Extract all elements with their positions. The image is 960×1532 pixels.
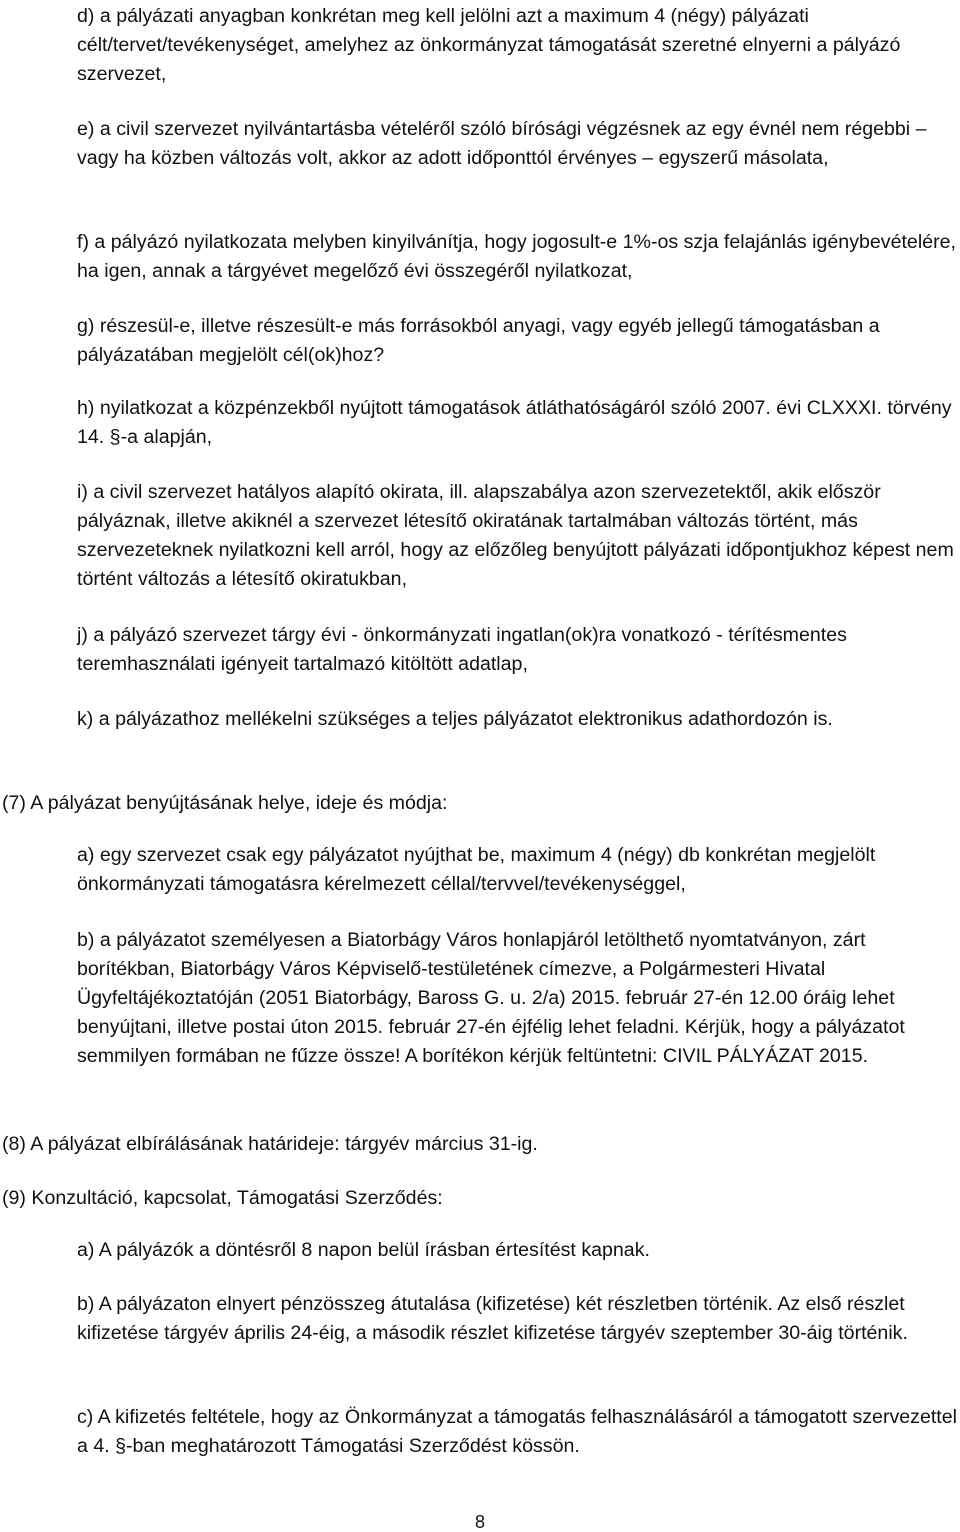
section-9-item-c: c) A kifizetés feltétele, hogy az Önkormányzat a támogatás felhasználásáról a támogatott szervezettel a 4. §-ban meghatározott Támogatási Szerződést kössön.	[77, 1406, 957, 1457]
item-g: g) részesül-e, illetve részesült-e más forrásokból anyagi, vagy egyéb jellegű támogatásban a pályázatában megjelölt cél(ok)hoz?	[77, 315, 880, 366]
section-7-item-b: b) a pályázatot személyesen a Biatorbágy Város honlapjáról letölthető nyomtatványon, zárt borítékban, Biatorbágy Város Képviselő-testületének címezve, a Polgármesteri Hivatal Ügyfeltájékoztatóján (2051 Biatorbágy, Baross G. u. 2/a) 2015. február 27-én 12.00 óráig lehet benyújtani, illetve postai úton 2015. február 27-én éjfélig lehet feladni. Kérjük, hogy a pályázatot semmilyen formában ne fűzze össze! A borítékon kérjük feltüntetni: CIVIL PÁLYÁZAT 2015.	[77, 929, 905, 1067]
section-9-item-b: b) A pályázaton elnyert pénzösszeg átutalása (kifizetése) két részletben történik. Az első részlet kifizetése tárgyév április 24-éig, a második részlet kifizetése tárgyév szeptember 30-áig történik.	[77, 1293, 908, 1344]
item-h: h) nyilatkozat a közpénzekből nyújtott támogatások átláthatóságáról szóló 2007. évi CLXXXI. törvény 14. §-a alapján,	[77, 397, 952, 448]
item-e: e) a civil szervezet nyilvántartásba vételéről szóló bírósági végzésnek az egy évnél nem régebbi – vagy ha közben változás volt, akkor az adott időponttól érvényes – egyszerű másolata,	[77, 118, 927, 169]
item-f: f) a pályázó nyilatkozata melyben kinyilvánítja, hogy jogosult-e 1%-os szja felajánlás igénybevételére, ha igen, annak a tárgyévet megelőző évi összegéről nyilatkozat,	[77, 231, 956, 282]
section-9-heading: (9) Konzultáció, kapcsolat, Támogatási Szerződés:	[2, 1187, 443, 1209]
page-number: 8	[474, 1512, 485, 1532]
item-d: d) a pályázati anyagban konkrétan meg kell jelölni azt a maximum 4 (négy) pályázati célt/tervet/tevékenységet, amelyhez az önkormányzat támogatását szeretné elnyerni a pályázó szervezet,	[77, 5, 901, 85]
section-9-item-a: a) A pályázók a döntésről 8 napon belül írásban értesítést kapnak.	[77, 1239, 650, 1261]
section-8-heading: (8) A pályázat elbírálásának határideje: tárgyév március 31-ig.	[2, 1133, 538, 1155]
section-7-item-a: a) egy szervezet csak egy pályázatot nyújthat be, maximum 4 (négy) db konkrétan megjelölt önkormányzati támogatásra kérelmezett céllal/tervvel/tevékenységgel,	[77, 844, 876, 895]
item-j: j) a pályázó szervezet tárgy évi - önkormányzati ingatlan(ok)ra vonatkozó - térítésmentes teremhasználati igényeit tartalmazó kitöltött adatlap,	[77, 624, 847, 675]
item-i: i) a civil szervezet hatályos alapító okirata, ill. alapszabálya azon szervezetektől, akik először pályáznak, illetve akiknél a szervezet létesítő okiratának tartalmában változás történt, más szervezeteknek nyilatkozni kell arról, hogy az előzőleg benyújtott pályázati időpontjukhoz képest nem történt változás a létesítő okiratukban,	[77, 481, 954, 590]
item-k: k) a pályázathoz mellékelni szükséges a teljes pályázatot elektronikus adathordozón is.	[77, 708, 833, 730]
section-7-heading: (7) A pályázat benyújtásának helye, ideje és módja:	[2, 792, 448, 814]
